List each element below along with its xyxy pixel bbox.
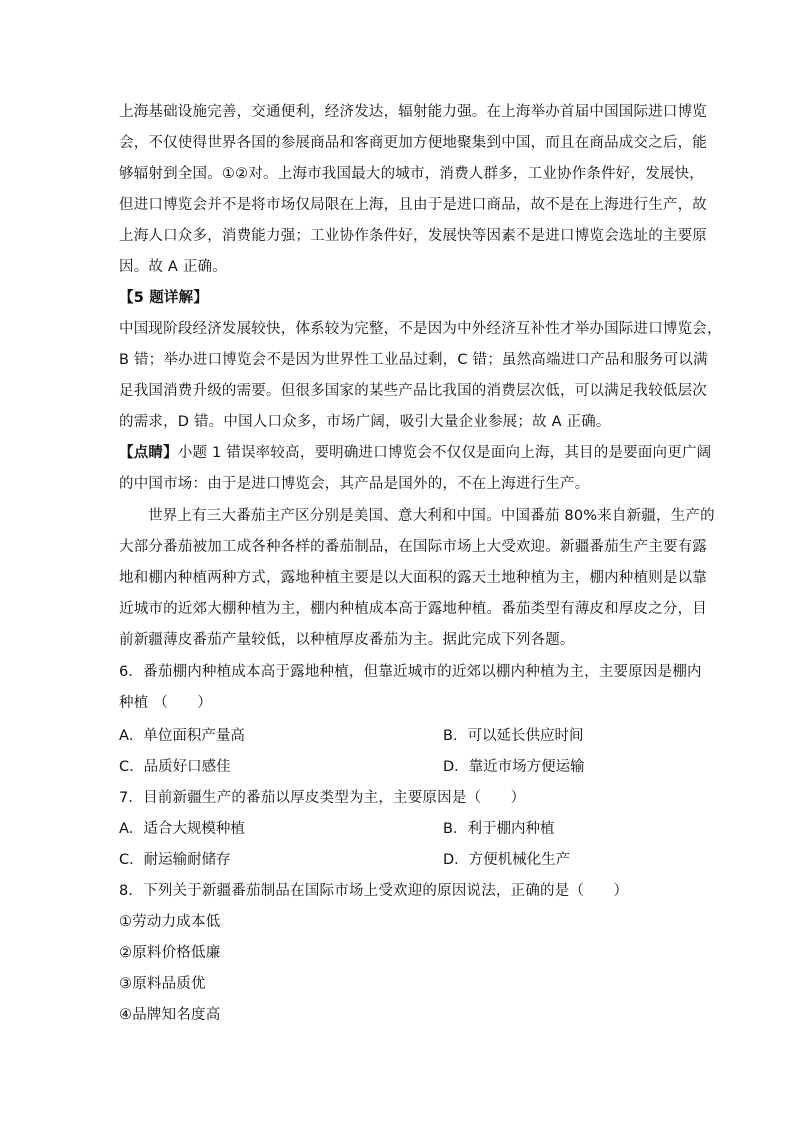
q5-line: 足我国消费升级的需要。但很多国家的某些产品比我国的消费层次低，可以满足我较低层次 xyxy=(119,383,707,399)
q6-option-c: C．品质好口感佳 xyxy=(119,759,231,775)
q8-item: ①劳动力成本低 xyxy=(119,914,221,930)
tip-line: 的中国市场：由于是进口博览会，其产品是国外的，不在上海进行生产。 xyxy=(119,476,590,492)
tip-label: 【点睛】 xyxy=(119,445,178,461)
q6-stem-cont: 种植 （ ） xyxy=(119,695,213,711)
explanation-line: 上海人口众多，消费能力强；工业协作条件好，发展快等因素不是进口博览会选址的主要原 xyxy=(119,228,707,244)
q5-line: 的需求，D 错。中国人口众多，市场广阔，吸引大量企业参展；故 A 正确。 xyxy=(119,414,611,430)
q7-stem: 7．目前新疆生产的番茄以厚皮类型为主，主要原因是（ ） xyxy=(119,790,526,806)
explanation-line: 够辐射到全国。①②对。上海市我国最大的城市，消费人群多，工业协作条件好，发展快， xyxy=(119,166,704,182)
q6-stem: 6．番茄棚内种植成本高于露地种植，但靠近城市的近郊以棚内种植为主，主要原因是棚内 xyxy=(119,664,702,680)
q7-option-d: D．方便机械化生产 xyxy=(443,852,571,868)
q5-line: B 错；举办进口博览会不是因为世界性工业品过剩，C 错；虽然高端进口产品和服务可以满 xyxy=(119,352,708,368)
q7-option-b: B．利于棚内种植 xyxy=(443,821,555,837)
passage-line: 近城市的近郊大棚种植为主，棚内种植成本高于露地种植。番茄类型有薄皮和厚皮之分，目 xyxy=(119,601,707,617)
passage-line: 大部分番茄被加工成各种各样的番茄制品，在国际市场上大受欢迎。新疆番茄生产主要有露 xyxy=(119,539,707,555)
explanation-line: 会，不仅使得世界各国的参展商品和客商更加方便地聚集到中国，而且在商品成交之后，能 xyxy=(119,135,707,151)
q5-line: 中国现阶段经济发展较快，体系较为完整，不是因为中外经济互补性才举办国际进口博览会， xyxy=(119,321,722,337)
explanation-line: 上海基础设施完善，交通便利，经济发达，辐射能力强。在上海举办首届中国国际进口博览 xyxy=(119,104,707,120)
q7-option-a: A．适合大规模种植 xyxy=(119,821,245,837)
passage-line: 前新疆薄皮番茄产量较低，以种植厚皮番茄为主。据此完成下列各题。 xyxy=(119,632,575,648)
tip-line xyxy=(119,443,712,463)
q8-item: ④品牌知名度高 xyxy=(119,1007,221,1023)
explanation-line: 但进口博览会并不是将市场仅局限在上海，且由于是进口商品，故不是在上海进行生产，故 xyxy=(119,197,707,213)
q6-option-a: A．单位面积产量高 xyxy=(119,728,245,744)
q7-option-c: C．耐运输耐储存 xyxy=(119,852,231,868)
q8-item: ③原料品质优 xyxy=(119,976,206,992)
tip-text: 小题 1 错误率较高，要明确进口博览会不仅仅是面向上海，其目的是要面向更广阔 xyxy=(177,445,712,461)
explanation-line: 因。故 A 正确。 xyxy=(119,259,227,275)
passage-line: 世界上有三大番茄主产区分别是美国、意大利和中国。中国番茄 80%来自新疆，生产的 xyxy=(148,508,715,524)
q6-option-b: B．可以延长供应时间 xyxy=(443,728,584,744)
q5-heading: 【5 题详解】 xyxy=(119,290,209,306)
passage-line: 地和棚内种植两种方式，露地种植主要是以大面积的露天土地种植为主，棚内种植则是以靠 xyxy=(119,570,707,586)
q8-item: ②原料价格低廉 xyxy=(119,945,221,961)
q8-stem: 8．下列关于新疆番茄制品在国际市场上受欢迎的原因说法，正确的是（ ） xyxy=(119,883,629,899)
q6-option-d: D．靠近市场方便运输 xyxy=(443,759,585,775)
